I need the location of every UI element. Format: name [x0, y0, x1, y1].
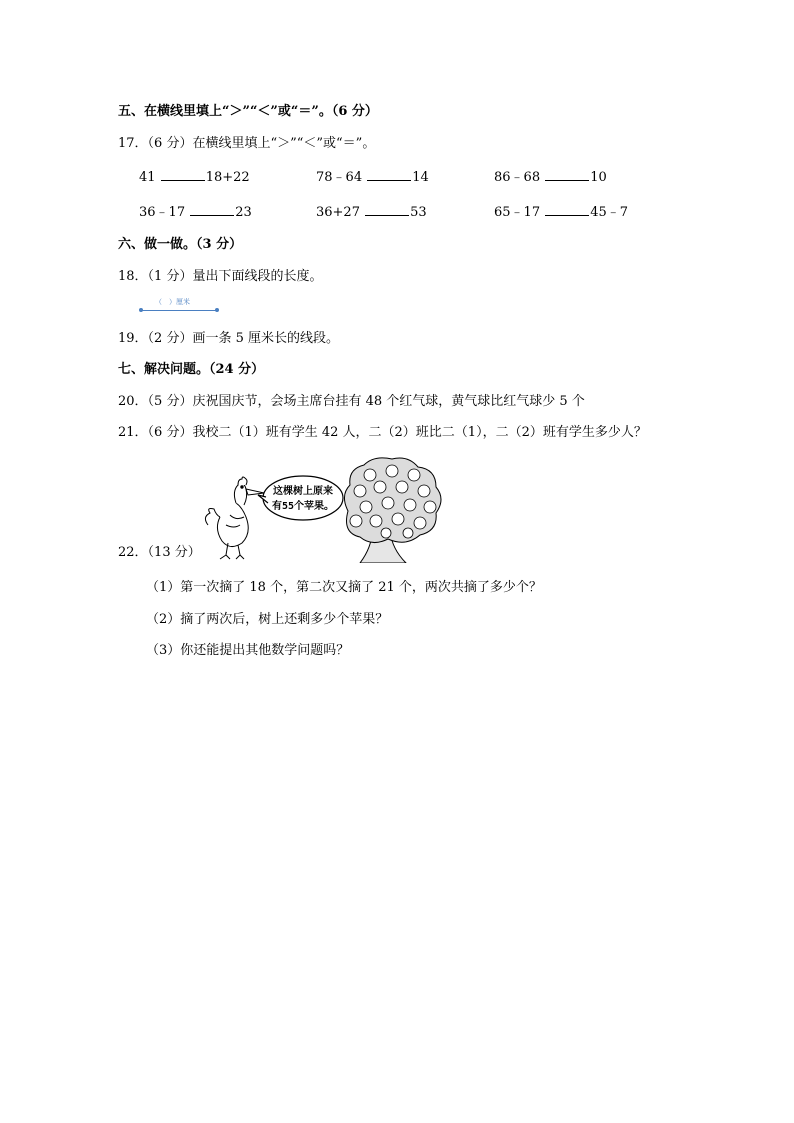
compare-right: 45﹣7: [590, 205, 629, 220]
compare-left: 36﹣17: [139, 205, 190, 220]
rooster-icon: [205, 477, 264, 559]
answer-blank[interactable]: [365, 204, 409, 216]
question-22: 22．（13 分）: [118, 545, 201, 560]
compare-item-2: [316, 169, 429, 186]
answer-blank[interactable]: [367, 169, 411, 181]
segment-endpoint: [139, 308, 143, 312]
section-7-heading: 七、解决问题。（24 分）: [118, 362, 265, 377]
line-segment: [141, 310, 217, 311]
speech-bubble: [258, 476, 343, 520]
illustration-svg: [200, 455, 450, 563]
question-22-part-1: （1）第一次摘了 18 个，第二次又摘了 21 个，两次共摘了多少个？: [146, 580, 542, 595]
question-22-part-2: （2）摘了两次后，树上还剩多少个苹果？: [146, 612, 389, 627]
compare-left: 41: [139, 170, 160, 185]
compare-right: 53: [410, 205, 427, 220]
compare-right: 14: [412, 170, 429, 185]
compare-item-5: [316, 204, 427, 221]
question-18: 18．（1 分）量出下面线段的长度。: [118, 269, 323, 284]
bubble-line-2: 有55个苹果。: [271, 501, 335, 512]
question-19: 19．（2 分）画一条 5 厘米长的线段。: [118, 331, 339, 346]
compare-item-3: [494, 169, 607, 186]
compare-item-4: [139, 204, 252, 221]
apple-tree-icon: [344, 458, 441, 563]
compare-right: 23: [235, 205, 252, 220]
question-22-part-3: （3）你还能提出其他数学问题吗？: [146, 643, 350, 658]
rooster-apple-tree-illustration: [200, 455, 450, 563]
compare-left: 65﹣17: [494, 205, 545, 220]
answer-blank[interactable]: [545, 169, 589, 181]
segment-endpoint: [215, 308, 219, 312]
compare-right: 18+22: [205, 170, 250, 185]
bubble-line-1: 这棵树上原来: [273, 486, 333, 497]
compare-left: 78﹣64: [316, 170, 367, 185]
section-5-heading: 五、在横线里填上“＞”“＜”或“＝”。（6 分）: [118, 104, 378, 119]
answer-blank[interactable]: [190, 204, 234, 216]
compare-item-6: [494, 204, 628, 221]
section-6-heading: 六、做一做。（3 分）: [118, 237, 243, 252]
answer-blank[interactable]: [545, 204, 589, 216]
compare-right: 10: [590, 170, 607, 185]
question-20: 20．（5 分）庆祝国庆节，会场主席台挂有 48 个红气球，黄气球比红气球少 5 个: [118, 394, 585, 409]
measure-segment: [141, 298, 217, 314]
compare-left: 36+27: [316, 205, 365, 220]
compare-left: 86﹣68: [494, 170, 545, 185]
answer-blank[interactable]: [161, 169, 205, 181]
compare-item-1: [139, 169, 250, 186]
question-21: 21．（6 分）我校二（1）班有学生 42 人，二（2）班比二（1），二（2）班有学生多少人？: [118, 425, 647, 440]
question-17: 17．（6 分）在横线里填上“＞”“＜”或“＝”。: [118, 136, 376, 151]
segment-length-label: （ ）厘米: [155, 298, 190, 306]
